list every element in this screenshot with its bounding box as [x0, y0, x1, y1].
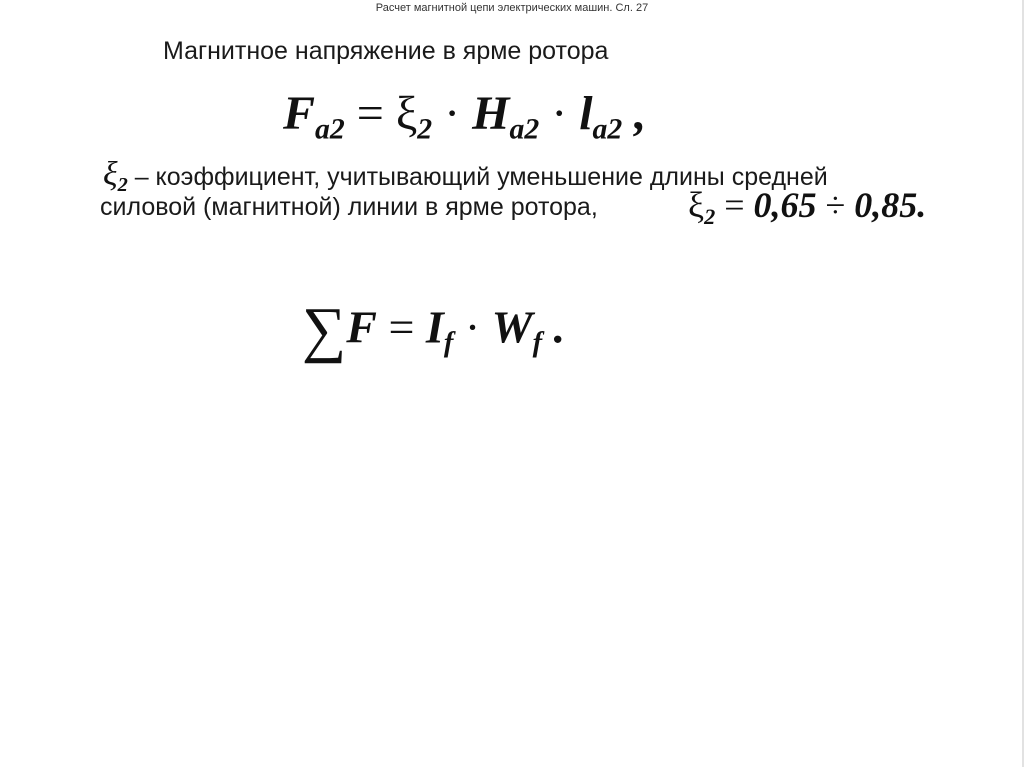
- equals-sign: =: [344, 87, 396, 140]
- subscript-a2: a2: [509, 112, 540, 146]
- dot-operator: ·: [453, 301, 492, 353]
- equals-sign: =: [376, 301, 426, 353]
- symbol-w: W: [491, 301, 533, 353]
- header-caption: Расчет магнитной цепи электрических машин. Сл. 27: [375, 2, 649, 14]
- period: .: [542, 301, 566, 353]
- subscript-2: 2: [417, 112, 433, 146]
- formula-magnetic-voltage: [283, 86, 647, 146]
- description-line-2: силовой (магнитной) линии в ярме ротора,: [100, 193, 598, 221]
- symbol-xi: ξ: [395, 87, 418, 140]
- range-low: 0,65: [753, 185, 817, 225]
- formula-mmf-sum: [302, 295, 565, 366]
- section-title: Магнитное напряжение в ярме ротора: [163, 37, 609, 65]
- range-high: 0,85.: [854, 185, 927, 225]
- equals-sign: =: [715, 185, 754, 225]
- subscript-a2: a2: [592, 112, 623, 146]
- division-sign: ÷: [816, 185, 855, 225]
- symbol-h: H: [472, 87, 510, 140]
- symbol-xi: ξ: [688, 185, 705, 225]
- symbol-f: F: [346, 301, 377, 353]
- subscript-f: f: [443, 327, 454, 359]
- sigma-symbol: ∑: [302, 296, 347, 364]
- dot-operator: ·: [432, 87, 473, 140]
- subscript-a2: a2: [315, 112, 345, 146]
- symbol-l: l: [579, 87, 593, 140]
- dot-operator: ·: [539, 87, 580, 140]
- subscript-2: 2: [704, 204, 716, 230]
- symbol-xi: [103, 156, 128, 197]
- subscript-f: f: [532, 327, 543, 359]
- subscript-2: 2: [117, 174, 128, 197]
- symbol-f: F: [283, 87, 316, 140]
- xi-glyph: ξ: [103, 156, 118, 193]
- comma: ,: [622, 87, 647, 140]
- description-text-1: – коэффициент, учитывающий уменьшение длины средней: [127, 163, 828, 191]
- formula-xi-range: [688, 184, 927, 230]
- symbol-i: I: [425, 301, 444, 353]
